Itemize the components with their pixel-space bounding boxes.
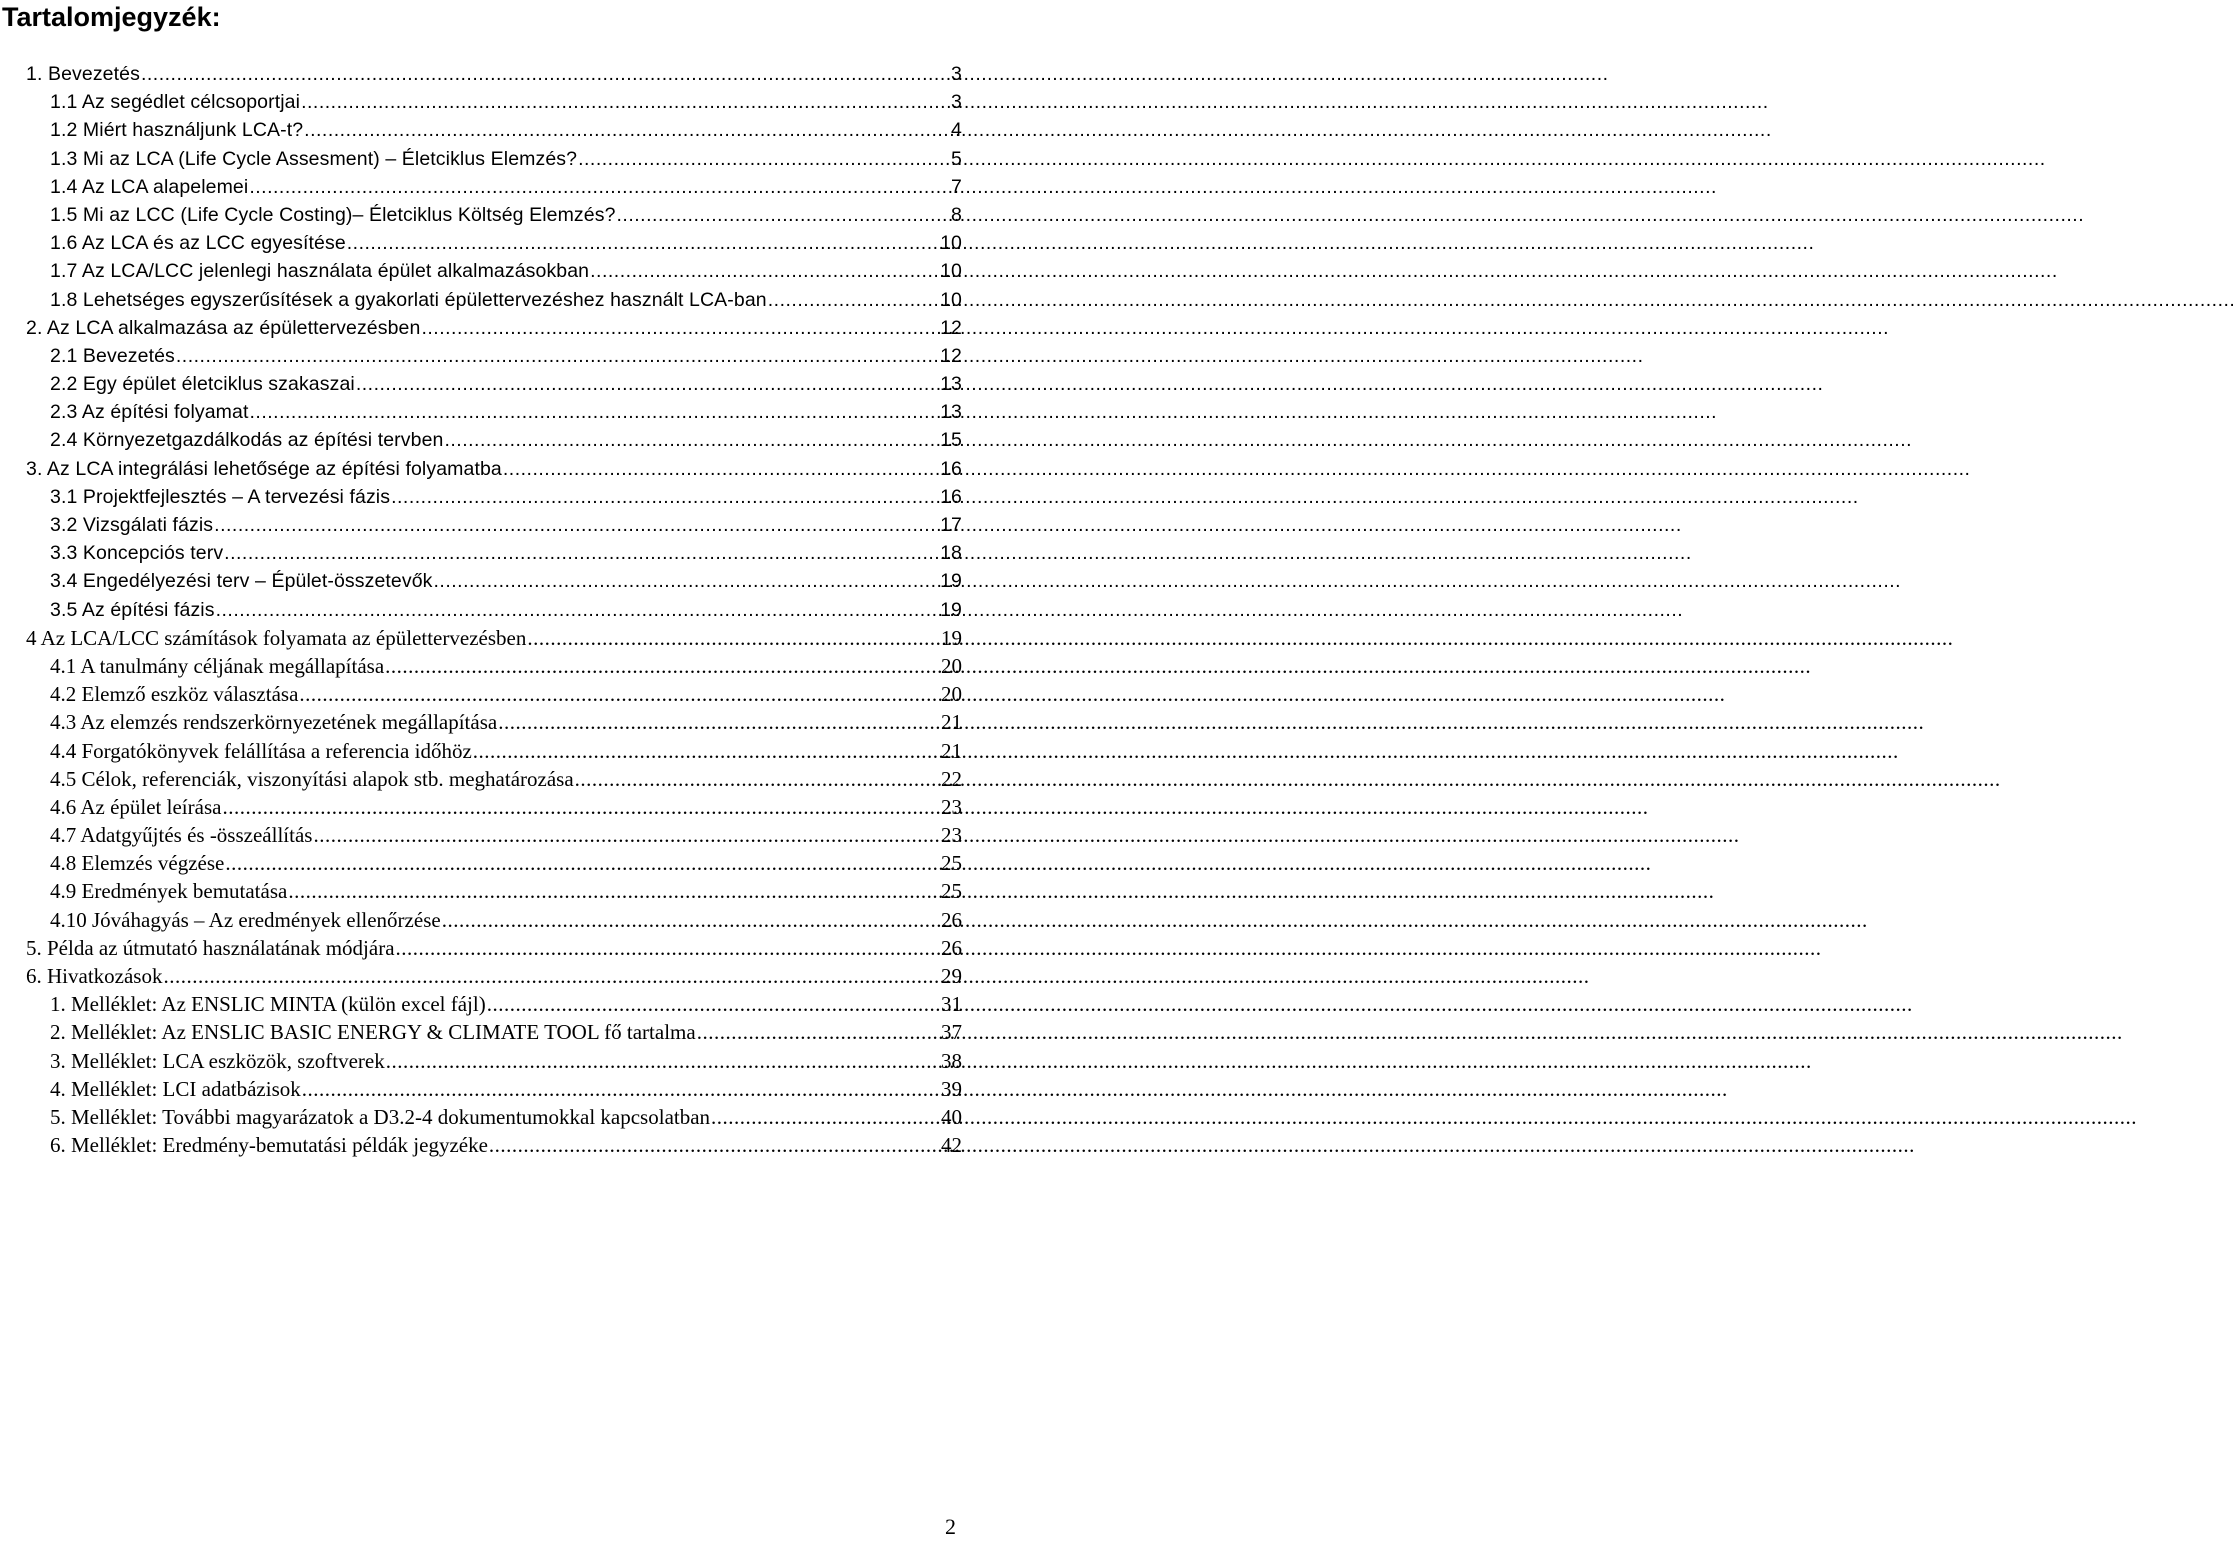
- toc-dot-leader: [304, 116, 950, 144]
- toc-entry-label: 2.2 Egy épület életciklus szakaszai: [50, 373, 355, 396]
- toc-entry-label: 4.7 Adatgyűjtés és -összeállítás: [50, 823, 313, 848]
- toc-entry-label: 5. Melléklet: További magyarázatok a D3.2-4 dokumentumokkal kapcsolatban: [50, 1104, 711, 1129]
- page-number: 2: [945, 1514, 956, 1539]
- toc-entry[interactable]: [0, 906, 962, 934]
- toc-entry-page: 15: [940, 429, 962, 452]
- toc-dot-leader: [617, 201, 951, 229]
- toc-entry-label: 4.9 Eredmények bemutatása: [50, 879, 288, 904]
- toc-entry-page: 16: [940, 485, 962, 508]
- toc-dot-leader: [176, 342, 939, 370]
- page-title: Tartalomjegyzék:: [2, 2, 221, 32]
- toc-entry-label: 2.4 Környezetgazdálkodás az építési tervben: [50, 429, 444, 452]
- toc-entry-label: 3.4 Engedélyezési terv – Épület-összetevők: [50, 570, 433, 593]
- toc-entry-label: 5. Példa az útmutató használatának módjára: [26, 935, 395, 960]
- toc-entry-page: 7: [951, 175, 962, 198]
- toc-dot-leader: [141, 60, 950, 88]
- toc-entry-page: 10: [940, 260, 962, 283]
- toc-entry[interactable]: [0, 849, 962, 877]
- toc-dot-leader: [487, 990, 940, 1018]
- toc-entry-label: 6. Melléklet: Eredmény-bemutatási példák jegyzéke: [50, 1133, 488, 1158]
- toc-dot-leader: [299, 680, 940, 708]
- toc-dot-leader: [444, 426, 939, 454]
- toc-dot-leader: [288, 877, 940, 905]
- toc-entry-page: 21: [941, 710, 962, 735]
- toc-entry-label: 4.2 Elemző eszköz választása: [50, 682, 299, 707]
- toc-dot-leader: [385, 652, 940, 680]
- toc-entry[interactable]: [0, 990, 962, 1018]
- toc-entry[interactable]: [0, 426, 962, 454]
- toc-entry[interactable]: [0, 455, 962, 483]
- toc-entry-label: 4. Melléklet: LCI adatbázisok: [50, 1076, 301, 1101]
- toc-entry-page: 26: [941, 935, 962, 960]
- toc-entry[interactable]: [0, 821, 962, 849]
- toc-dot-leader: [347, 229, 939, 257]
- toc-dot-leader: [391, 483, 939, 511]
- toc-entry-label: 4.5 Célok, referenciák, viszonyítási alapok stb. meghatározása: [50, 766, 574, 791]
- toc-dot-leader: [356, 370, 939, 398]
- toc-entry[interactable]: [0, 229, 962, 257]
- toc-dot-leader: [442, 906, 940, 934]
- toc-entry-page: 39: [941, 1076, 962, 1101]
- toc-dot-leader: [222, 793, 940, 821]
- toc-entry-page: 22: [941, 766, 962, 791]
- toc-dot-leader: [768, 286, 939, 314]
- toc-entry[interactable]: [0, 877, 962, 905]
- toc-dot-leader: [434, 567, 940, 595]
- toc-entry[interactable]: [0, 88, 962, 116]
- toc-dot-leader: [697, 1018, 940, 1046]
- toc-dot-leader: [225, 849, 940, 877]
- toc-entry[interactable]: [0, 370, 962, 398]
- toc-entry-page: 5: [951, 147, 962, 170]
- toc-entry[interactable]: [0, 398, 962, 426]
- toc-entry-page: 19: [940, 570, 962, 593]
- toc-entry-label: 1. Bevezetés: [26, 63, 140, 85]
- toc-entry-page: 26: [941, 907, 962, 932]
- toc-entry-page: 10: [940, 288, 962, 311]
- toc-entry-label: 3. Melléklet: LCA eszközök, szoftverek: [50, 1048, 385, 1073]
- toc-entry-page: 4: [951, 119, 962, 142]
- toc-entry-page: 23: [941, 794, 962, 819]
- toc-entry[interactable]: [0, 708, 962, 736]
- toc-entry-page: 16: [940, 457, 962, 480]
- toc-entry-label: 4.10 Jóváhagyás – Az eredmények ellenőrzése: [50, 907, 441, 932]
- toc-entry-page: 25: [941, 879, 962, 904]
- toc-entry-label: 3.5 Az építési fázis: [50, 598, 215, 621]
- toc-entry[interactable]: [0, 737, 962, 765]
- toc-entry-page: 3: [951, 91, 962, 114]
- toc-entry-label: 1. Melléklet: Az ENSLIC MINTA (külön excel fájl): [50, 992, 486, 1017]
- toc-entry-label: 1.3 Mi az LCA (Life Cycle Assesment) – Életciklus Elemzés?: [50, 147, 578, 170]
- toc-entry-page: 19: [940, 598, 962, 621]
- toc-dot-leader: [473, 737, 940, 765]
- toc-entry-label: 1.1 Az segédlet célcsoportjai: [50, 91, 301, 114]
- toc-entry-page: 8: [951, 203, 962, 226]
- toc-dot-leader: [711, 1103, 940, 1131]
- toc-dot-leader: [575, 765, 940, 793]
- toc-entry-page: 10: [940, 232, 962, 255]
- toc-entry-label: 2.3 Az építési folyamat: [50, 401, 249, 424]
- toc-dot-leader: [503, 455, 939, 483]
- toc-entry-page: 20: [941, 682, 962, 707]
- toc-entry-page: 29: [941, 964, 962, 988]
- toc-entry[interactable]: [0, 342, 962, 370]
- toc-dot-leader: [421, 314, 939, 342]
- toc-entry-label: 4.4 Forgatókönyvek felállítása a referencia időhöz: [50, 738, 472, 763]
- toc-entry-page: 3: [951, 63, 962, 85]
- toc-entry-label: 1.8 Lehetséges egyszerűsítések a gyakorlati épülettervezéshez használt LCA-ban: [50, 288, 767, 311]
- toc-dot-leader: [313, 821, 940, 849]
- toc-dot-leader: [590, 257, 939, 285]
- toc-entry-page: 37: [941, 1020, 962, 1045]
- toc-dot-leader: [216, 596, 940, 624]
- toc-entry[interactable]: [0, 1131, 962, 1159]
- toc-entry[interactable]: [0, 793, 962, 821]
- toc-entry[interactable]: [0, 934, 962, 962]
- toc-entry[interactable]: [0, 173, 962, 201]
- toc-entry[interactable]: [0, 567, 962, 595]
- toc-entry-page: 38: [941, 1048, 962, 1073]
- toc-dot-leader: [386, 1047, 940, 1075]
- toc-dot-leader: [527, 624, 940, 652]
- toc-dot-leader: [249, 173, 950, 201]
- toc-entry-label: 4 Az LCA/LCC számítások folyamata az épülettervezésben: [26, 625, 527, 650]
- toc-dot-leader: [302, 1075, 940, 1103]
- toc-entry-label: 4.1 A tanulmány céljának megállapítása: [50, 653, 385, 678]
- toc-dot-leader: [214, 511, 939, 539]
- toc-entry-label: 3.2 Vizsgálati fázis: [50, 514, 214, 536]
- toc-dot-leader: [163, 962, 940, 990]
- toc-entry-page: 23: [941, 823, 962, 848]
- toc-entry-label: 2.1 Bevezetés: [50, 344, 175, 367]
- toc-dot-leader: [498, 708, 940, 736]
- toc-entry[interactable]: [0, 596, 962, 624]
- toc-entry[interactable]: [0, 652, 962, 680]
- toc-dot-leader: [250, 398, 940, 426]
- toc-entry-label: 1.5 Mi az LCC (Life Cycle Costing)– Életciklus Költség Elemzés?: [50, 203, 616, 226]
- toc-entry-page: 18: [940, 542, 962, 565]
- toc-entry-label: 3.1 Projektfejlesztés – A tervezési fázis: [50, 485, 391, 508]
- toc-entry[interactable]: [0, 60, 962, 88]
- toc-entry-page: 20: [941, 653, 962, 678]
- toc-entry[interactable]: [0, 201, 962, 229]
- toc-entry[interactable]: [0, 1018, 962, 1046]
- toc-entry-label: 4.6 Az épület leírása: [50, 794, 222, 819]
- toc-entry-label: 4.3 Az elemzés rendszerkörnyezetének megállapítása: [50, 710, 498, 735]
- toc-entry-page: 40: [941, 1104, 962, 1129]
- toc-dot-leader: [489, 1131, 940, 1159]
- toc-entry-page: 42: [941, 1133, 962, 1158]
- toc-entry-label: 1.7 Az LCA/LCC jelenlegi használata épület alkalmazásokban: [50, 260, 590, 283]
- toc-entry-label: 2. Az LCA alkalmazása az épülettervezésben: [26, 316, 421, 339]
- toc-entry-page: 12: [940, 316, 962, 339]
- toc-entry-page: 12: [940, 344, 962, 367]
- toc-entry[interactable]: [0, 1075, 962, 1103]
- table-of-contents: [0, 60, 962, 1159]
- toc-entry[interactable]: [0, 1103, 962, 1131]
- toc-entry[interactable]: [0, 257, 962, 285]
- toc-dot-leader: [578, 145, 950, 173]
- toc-entry[interactable]: [0, 962, 962, 990]
- toc-entry[interactable]: [0, 116, 962, 144]
- toc-entry-label: 1.4 Az LCA alapelemei: [50, 175, 249, 198]
- toc-entry-page: 19: [941, 625, 962, 650]
- toc-entry[interactable]: [0, 765, 962, 793]
- toc-entry-label: 2. Melléklet: Az ENSLIC BASIC ENERGY & CLIMATE TOOL fő tartalma: [50, 1020, 696, 1045]
- toc-entry-page: 13: [940, 401, 962, 424]
- toc-entry[interactable]: [0, 286, 962, 314]
- toc-dot-leader: [301, 88, 950, 116]
- toc-entry-label: 4.8 Elemzés végzése: [50, 851, 225, 876]
- toc-entry[interactable]: [0, 314, 962, 342]
- toc-dot-leader: [224, 539, 939, 567]
- toc-entry-page: 21: [941, 738, 962, 763]
- toc-entry-page: 17: [940, 514, 962, 536]
- toc-entry[interactable]: [0, 539, 962, 567]
- toc-entry[interactable]: [0, 511, 962, 539]
- toc-entry-label: 6. Hivatkozások: [26, 964, 163, 988]
- toc-entry-label: 1.2 Miért használjunk LCA-t?: [50, 119, 304, 142]
- toc-entry-label: 1.6 Az LCA és az LCC egyesítése: [50, 232, 346, 255]
- toc-entry-label: 3. Az LCA integrálási lehetősége az építési folyamatba: [26, 457, 502, 480]
- toc-entry-page: 25: [941, 851, 962, 876]
- toc-entry-page: 13: [940, 373, 962, 396]
- toc-entry-page: 31: [941, 992, 962, 1017]
- toc-entry[interactable]: [0, 145, 962, 173]
- toc-entry-label: 3.3 Koncepciós terv: [50, 542, 224, 565]
- toc-dot-leader: [396, 934, 940, 962]
- toc-entry[interactable]: [0, 1047, 962, 1075]
- toc-entry[interactable]: [0, 483, 962, 511]
- toc-entry[interactable]: [0, 624, 962, 652]
- toc-entry[interactable]: [0, 680, 962, 708]
